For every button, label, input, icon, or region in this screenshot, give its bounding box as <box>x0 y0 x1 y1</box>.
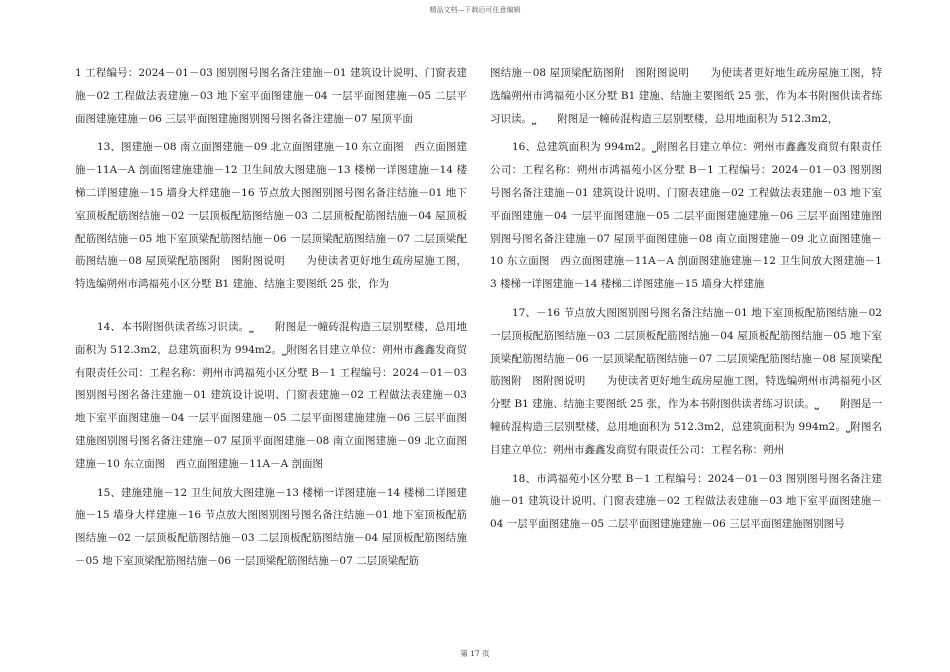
left-column <box>75 62 467 579</box>
paragraph-13: 13、图建施－08 南立面图建施－09 北立面图建施－10 东立面图 西立面图建施－11A－A 剖面图建施建施－12 卫生间放大图建施－13 楼梯一详图建施－14 楼梯二详图建施－15 墙身大样建施－16 节点放大图图别图号图名备注结施－01 地下室顶板配筋图结施－02 一层顶板配筋图结施－03 二层顶板配筋图结施－04 屋顶板配筋图结施－05 地下室顶梁配筋图结施－06 一层顶梁配筋图结施－07 二层顶梁配筋图结施－08 屋顶梁配筋图附 图附图说明 为使读者更好地生疏房屋施工图，特选编朔州市鸿福苑小区分墅 B1 建施、结施主要图纸 25 张，作为 <box>75 141 467 291</box>
paragraph: 1 工程编号：2024－01－03 图别图号图名备注建施－01 建筑设计说明、门窗表建施－02 工程做法表建施－03 地下室平面图建施－04 一层平面图建施－05 二层平面图建施建施－06 三层平面图建施图别图号图名备注建施－07 屋顶平面 <box>75 67 467 125</box>
paragraph-18: 18、市鸿福苑小区分墅 B－1 工程编号：2024－01－03 图别图号图名备注建施－01 建筑设计说明、门窗表建施－02 工程做法表建施－03 地下室平面图建施－04 一层平面图建施－05 二层平面图建施建施－06 三层平面图建施图别图号 <box>490 472 882 531</box>
paragraph: 图结施－08 屋顶梁配筋图附 图附图说明 为使读者更好地生疏房屋施工图，特选编朔州市鸿福苑小区分墅 B1 建施、结施主要图纸 25 张，作为本书附图供读者练习识读。⎵ 附图是一幢砖混构造三层别墅楼，总用地面积为 512.3m2， <box>490 67 882 125</box>
paragraph-16: 16、总建筑面积为 994m2。⎵附图名目建立单位：朔州市鑫鑫发商贸有限责任公司：工程名称：朔州市鸿福苑小区分墅 B－1 工程编号：2024－01－03 图别图号图名备注建施－01 建筑设计说明、门窗表建施－02 工程做法表建施－03 地下室平面图建施－04 一层平面图建施－05 二层平面图建施建施－06 三层平面图建施图别图号图名备注建施－07 屋顶平面图建施－08 南立面图建施－09 北立面图建施－10 东立面图 西立面图建施－11A－A 剖面图建施建施－12 卫生间放大图建施－13 楼梯一详图建施－14 楼梯二详图建施－15 墙身大样建施 <box>490 141 882 291</box>
paragraph-17: 17、－16 节点放大图图别图号图名备注结施－01 地下室顶板配筋图结施－02 一层顶板配筋图结施－03 二层顶板配筋图结施－04 屋顶板配筋图结施－05 地下室顶梁配筋图结施－06 一层顶梁配筋图结施－07 二层顶梁配筋图结施－08 屋顶梁配筋图附 图附图说明 为使读者更好地生疏房屋施工图，特选编朔州市鸿福苑小区分墅 B1 建施、结施主要图纸 25 张，作为本书附图供读者练习识读。⎵ 附图是一幢砖混构造三层别墅楼，总用地面积为 512.3m2，总建筑面积为 994m2。⎵附图名目建立单位：朔州市鑫鑫发商贸有限责任公司：工程名称：朔州 <box>490 306 882 456</box>
page-number: 第 17 页 <box>460 649 490 658</box>
right-column <box>490 62 882 542</box>
paragraph-15: 15、建施建施－12 卫生间放大图建施－13 楼梯一详图建施－14 楼梯二详图建施－15 墙身大样建施－16 节点放大图图别图号图名备注结施－01 地下室顶板配筋图结施－02 一层顶板配筋图结施－03 二层顶板配筋图结施－04 屋顶板配筋图结施－05 地下室顶梁配筋图结施－06 一层顶梁配筋图结施－07 二层顶梁配筋 <box>75 486 467 567</box>
paragraph-14: 14、本书附图供读者练习识读。⎵ 附图是一幢砖混构造三层别墅楼，总用地面积为 512.3m2，总建筑面积为 994m2。⎵附图名目建立单位：朔州市鑫鑫发商贸有限责任公司：工程名称：朔州市鸿福苑小区分墅 B－1 工程编号：2024－01－03 图别图号图名备注建施－01 建筑设计说明、门窗表建施－02 工程做法表建施－03 地下室平面图建施－04 一层平面图建施－05 二层平面图建施建施－06 三层平面图建施图别图号图名备注建施－07 屋顶平面图建施－08 南立面图建施－09 北立面图建施－10 东立面图 西立面图建施－11A－A 剖面图 <box>75 320 467 470</box>
page-header: 精品文档—下载后可任意编辑 <box>429 6 521 14</box>
